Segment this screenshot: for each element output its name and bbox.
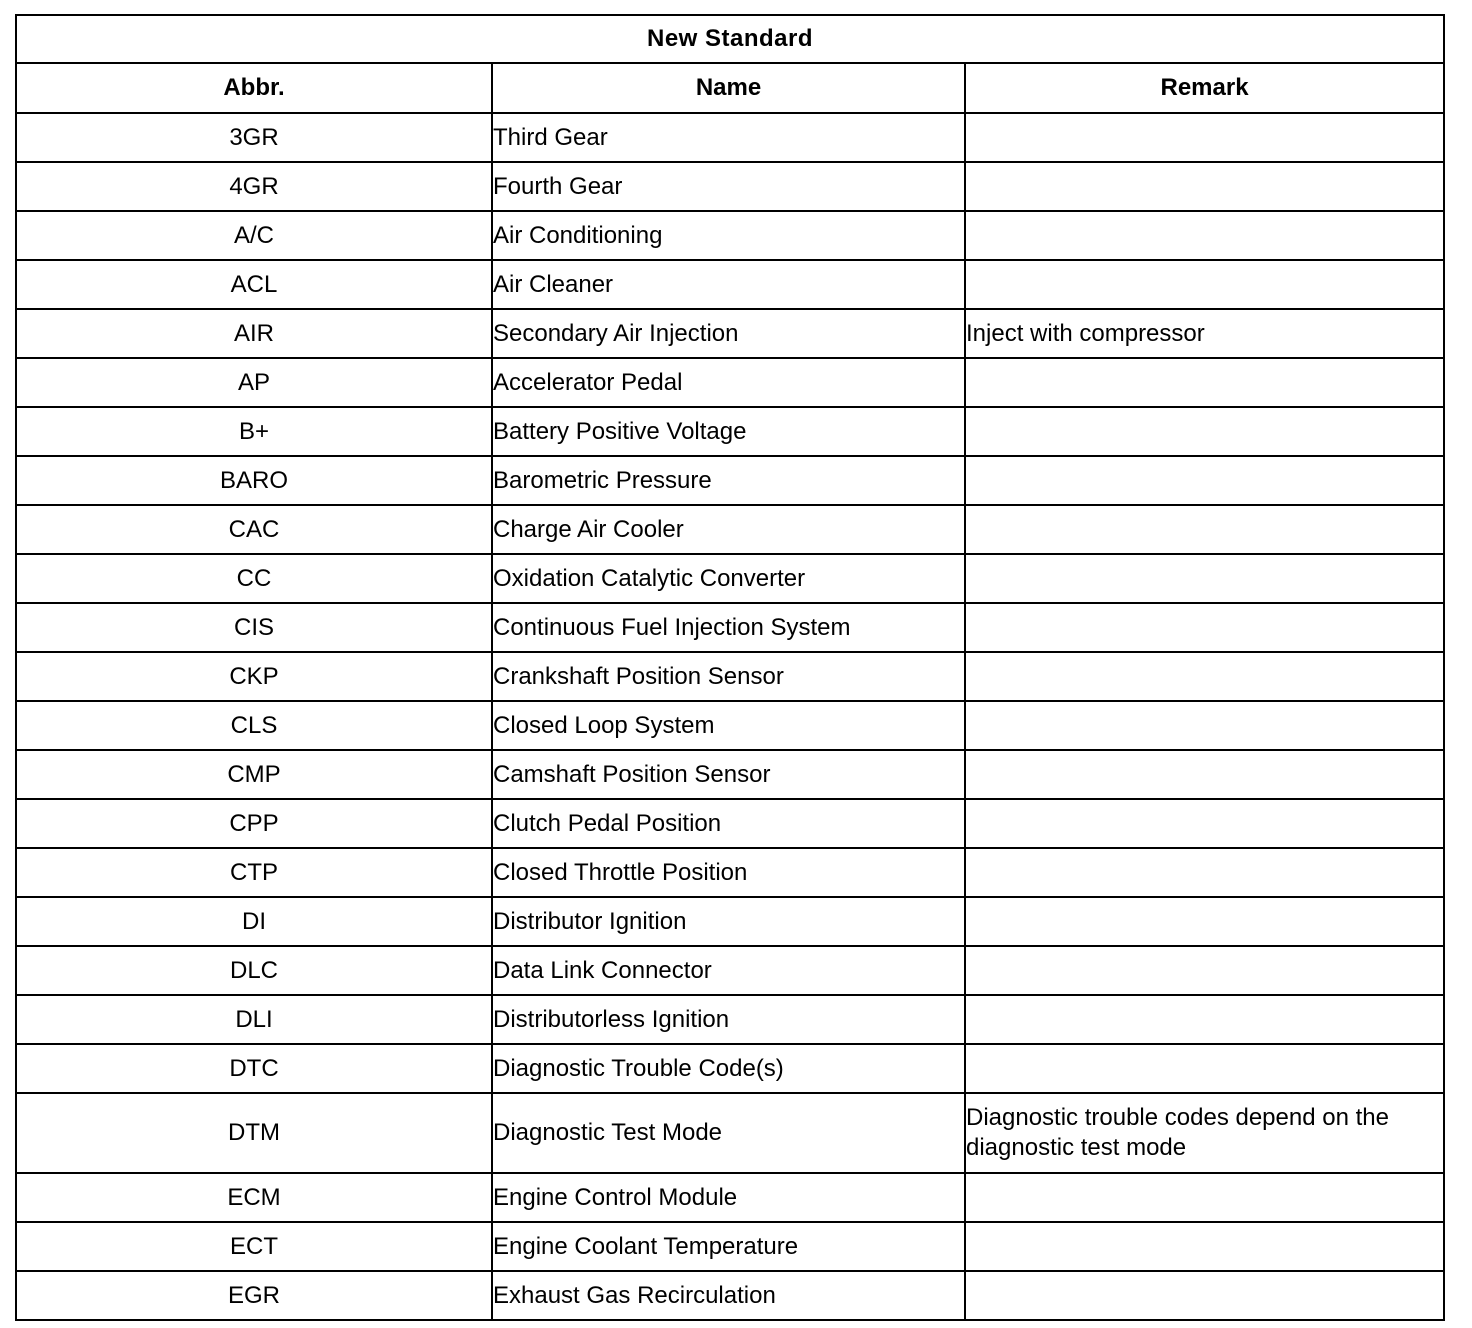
name-cell: Engine Coolant Temperature [492,1222,965,1271]
remark-cell [965,652,1444,701]
remark-cell [965,1222,1444,1271]
abbr-cell: 3GR [16,113,492,162]
abbr-cell: CKP [16,652,492,701]
name-cell: Exhaust Gas Recirculation [492,1271,965,1320]
name-cell: Diagnostic Trouble Code(s) [492,1044,965,1093]
abbr-cell: BARO [16,456,492,505]
remark-cell [965,211,1444,260]
table-row [16,505,1444,554]
table-body [16,113,1444,1320]
remark-cell [965,946,1444,995]
remark-cell [965,603,1444,652]
abbr-cell: ECM [16,1173,492,1222]
remark-cell [965,799,1444,848]
abbr-cell: AIR [16,309,492,358]
name-cell: Diagnostic Test Mode [492,1093,965,1173]
table-title: New Standard [16,15,1444,63]
table-row [16,554,1444,603]
table-row [16,162,1444,211]
remark-cell [965,113,1444,162]
remark-cell [965,750,1444,799]
name-cell: Oxidation Catalytic Converter [492,554,965,603]
table-row [16,750,1444,799]
table-row [16,1044,1444,1093]
name-cell: Accelerator Pedal [492,358,965,407]
name-cell: Air Cleaner [492,260,965,309]
remark-cell [965,1271,1444,1320]
table-row [16,309,1444,358]
abbr-cell: ACL [16,260,492,309]
remark-cell [965,260,1444,309]
remark-cell [965,1044,1444,1093]
name-cell: Closed Throttle Position [492,848,965,897]
column-header-abbr: Abbr. [16,63,492,113]
table-row [16,358,1444,407]
table-row [16,897,1444,946]
abbr-cell: DLI [16,995,492,1044]
abbr-cell: CAC [16,505,492,554]
abbr-cell: AP [16,358,492,407]
remark-cell [965,162,1444,211]
abbr-cell: 4GR [16,162,492,211]
name-cell: Data Link Connector [492,946,965,995]
table-row [16,407,1444,456]
abbr-cell: CIS [16,603,492,652]
name-cell: Continuous Fuel Injection System [492,603,965,652]
table-row [16,260,1444,309]
abbreviation-table [15,14,1445,1321]
table-header-row [16,63,1444,113]
name-cell: Secondary Air Injection [492,309,965,358]
remark-cell [965,456,1444,505]
name-cell: Clutch Pedal Position [492,799,965,848]
name-cell: Closed Loop System [492,701,965,750]
table-title-row [16,15,1444,63]
table-row [16,701,1444,750]
name-cell: Distributorless Ignition [492,995,965,1044]
table-row [16,603,1444,652]
abbr-cell: CMP [16,750,492,799]
remark-cell [965,995,1444,1044]
name-cell: Crankshaft Position Sensor [492,652,965,701]
name-cell: Barometric Pressure [492,456,965,505]
table-row [16,652,1444,701]
abbr-cell: EGR [16,1271,492,1320]
abbr-cell: ECT [16,1222,492,1271]
table-row [16,799,1444,848]
name-cell: Battery Positive Voltage [492,407,965,456]
abbr-cell: DTC [16,1044,492,1093]
abbr-cell: A/C [16,211,492,260]
abbr-cell: DTM [16,1093,492,1173]
abbr-cell: DI [16,897,492,946]
table-row [16,211,1444,260]
table-row [16,1093,1444,1173]
name-cell: Charge Air Cooler [492,505,965,554]
table-row [16,946,1444,995]
table-row [16,995,1444,1044]
remark-cell [965,554,1444,603]
table-row [16,113,1444,162]
name-cell: Third Gear [492,113,965,162]
name-cell: Distributor Ignition [492,897,965,946]
abbr-cell: CPP [16,799,492,848]
abbr-cell: DLC [16,946,492,995]
remark-cell [965,407,1444,456]
remark-cell [965,1173,1444,1222]
remark-cell [965,701,1444,750]
abbr-cell: CC [16,554,492,603]
table-row [16,848,1444,897]
column-header-remark: Remark [965,63,1444,113]
name-cell: Fourth Gear [492,162,965,211]
remark-cell [965,848,1444,897]
remark-cell: Inject with compressor [965,309,1444,358]
remark-cell [965,897,1444,946]
table-row [16,1271,1444,1320]
abbr-cell: CTP [16,848,492,897]
remark-cell [965,505,1444,554]
column-header-name: Name [492,63,965,113]
remark-cell [965,358,1444,407]
name-cell: Camshaft Position Sensor [492,750,965,799]
table-row [16,1222,1444,1271]
table-row [16,1173,1444,1222]
abbr-cell: B+ [16,407,492,456]
abbr-cell: CLS [16,701,492,750]
name-cell: Air Conditioning [492,211,965,260]
table-row [16,456,1444,505]
name-cell: Engine Control Module [492,1173,965,1222]
remark-cell: Diagnostic trouble codes depend on the diagnostic test mode [965,1093,1444,1173]
